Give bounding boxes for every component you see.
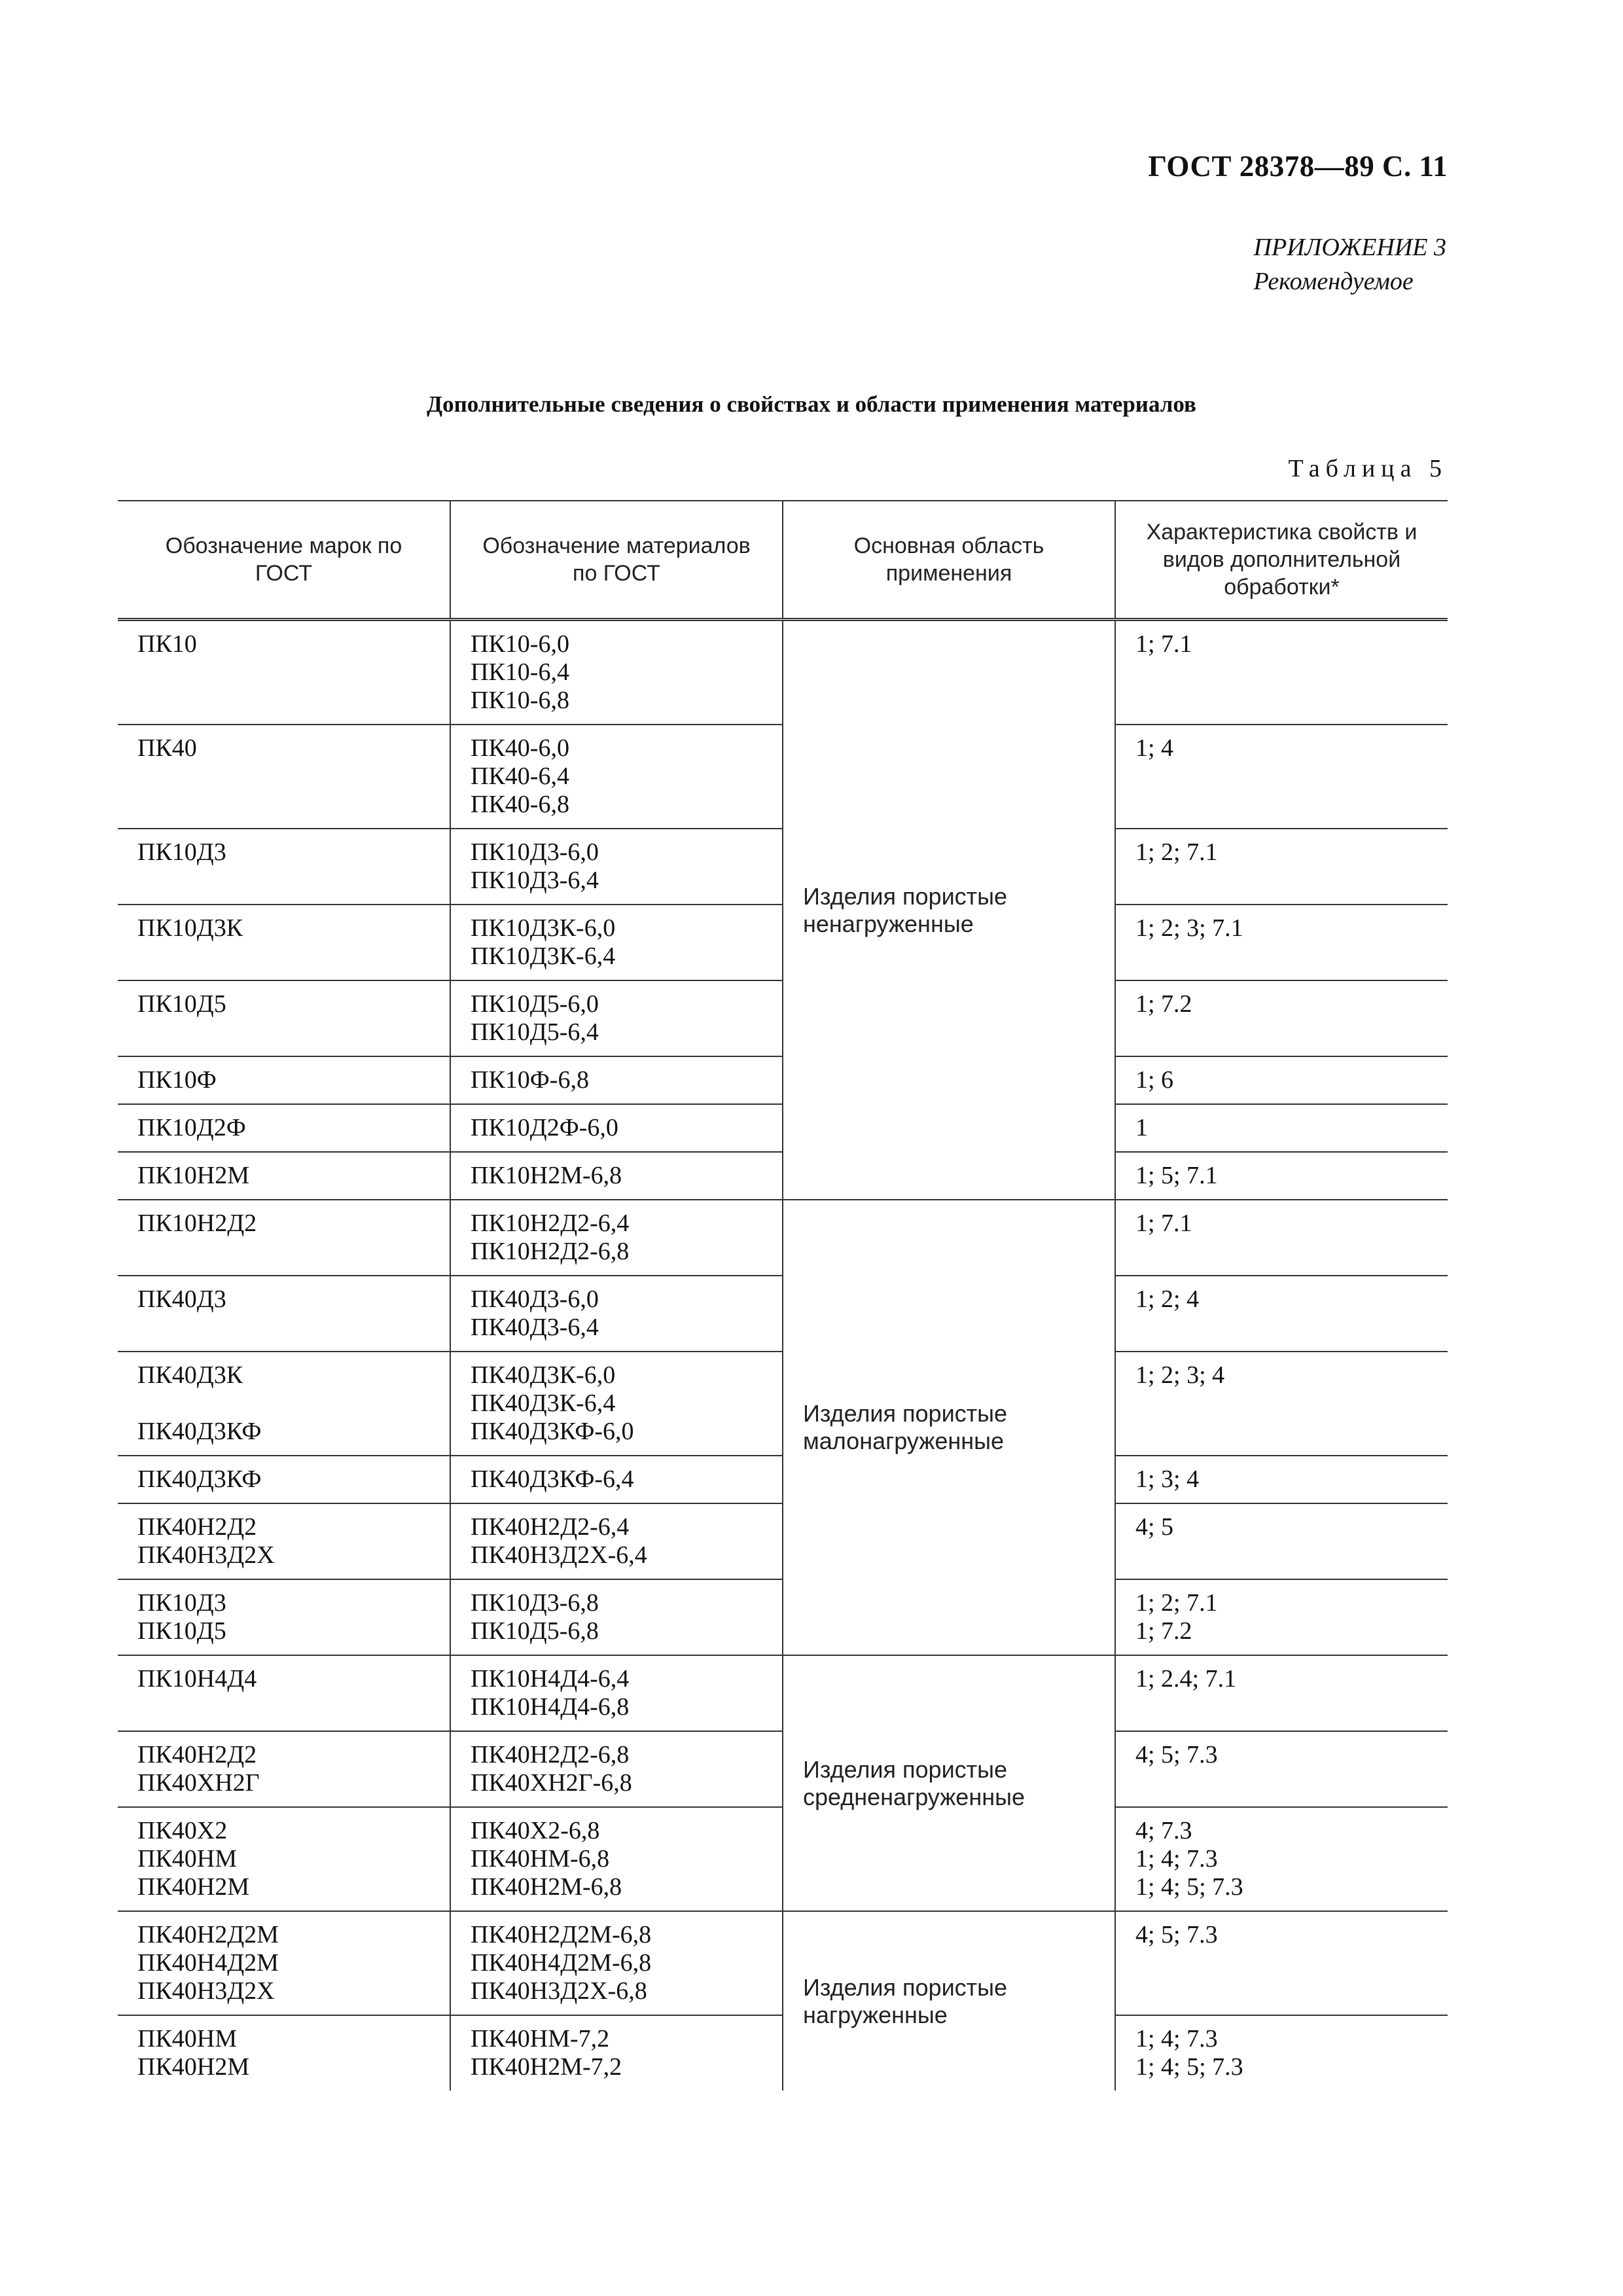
application-cell: Изделия пористые нагруженные bbox=[783, 1911, 1115, 2090]
material-cell: ПК40НМ-7,2 ПК40Н2М-7,2 bbox=[450, 2015, 783, 2090]
material-cell: ПК40-6,0 ПК40-6,4 ПК40-6,8 bbox=[450, 725, 783, 829]
grade-cell: ПК10Д3 ПК10Д5 bbox=[118, 1579, 450, 1655]
column-header-grade: Обозначение марок по ГОСТ bbox=[118, 501, 450, 620]
material-cell: ПК40Д3КФ-6,4 bbox=[450, 1456, 783, 1503]
properties-cell: 1; 2; 4 bbox=[1115, 1276, 1448, 1352]
application-cell: Изделия пористые ненагруженные bbox=[783, 620, 1115, 1200]
properties-cell: 1; 2; 3; 7.1 bbox=[1115, 905, 1448, 980]
application-cell: Изделия пористые средненагруженные bbox=[783, 1655, 1115, 1911]
grade-cell: ПК40НМ ПК40Н2М bbox=[137, 2025, 250, 2081]
materials-table bbox=[118, 500, 1448, 2090]
properties-cell: 4; 5; 7.3 bbox=[1115, 1911, 1448, 2015]
material-cell: ПК10Ф-6,8 bbox=[450, 1056, 783, 1104]
grade-cell: ПК10Н2Д2 bbox=[118, 1200, 450, 1276]
material-cell: ПК10Н4Д4-6,4 ПК10Н4Д4-6,8 bbox=[450, 1655, 783, 1731]
grade-cell: ПК40Н2Д2 ПК40ХН2Г bbox=[118, 1731, 450, 1807]
material-cell: ПК40Н2Д2-6,4 ПК40Н3Д2Х-6,4 bbox=[450, 1503, 783, 1579]
page-header: ГОСТ 28378—89 С. 11 bbox=[1148, 150, 1448, 183]
table-row bbox=[118, 620, 1448, 725]
material-cell: ПК10Д3-6,8 ПК10Д5-6,8 bbox=[450, 1579, 783, 1655]
properties-cell: 4; 7.3 1; 4; 7.3 1; 4; 5; 7.3 bbox=[1115, 1807, 1448, 1911]
column-header-application: Основная область применения bbox=[783, 501, 1115, 620]
properties-cell: 1; 7.2 bbox=[1115, 980, 1448, 1056]
properties-cell: 1 bbox=[1115, 1104, 1448, 1152]
appendix-block bbox=[1254, 230, 1446, 298]
material-cell: ПК10-6,0 ПК10-6,4 ПК10-6,8 bbox=[450, 620, 783, 725]
table-header-row bbox=[118, 501, 1448, 620]
material-cell: ПК10Д2Ф-6,0 bbox=[450, 1104, 783, 1152]
grade-cell: ПК40Н2Д2М ПК40Н4Д2М ПК40Н3Д2Х bbox=[118, 1911, 450, 2015]
appendix-label: ПРИЛОЖЕНИЕ 3 bbox=[1253, 234, 1446, 261]
properties-cell: 1; 5; 7.1 bbox=[1115, 1152, 1448, 1200]
material-cell: ПК40Н2Д2М-6,8 ПК40Н4Д2М-6,8 ПК40Н3Д2Х-6,8 bbox=[450, 1911, 783, 2015]
material-cell: ПК10Н2Д2-6,4 ПК10Н2Д2-6,8 bbox=[450, 1200, 783, 1276]
document-title: Дополнительные сведения о свойствах и области применения материалов bbox=[427, 391, 1196, 417]
grade-cell: ПК10Д2Ф bbox=[118, 1104, 450, 1152]
material-cell: ПК40Н2Д2-6,8 ПК40ХН2Г-6,8 bbox=[450, 1731, 783, 1807]
table-row bbox=[118, 1911, 1448, 2015]
properties-cell: 1; 4 bbox=[1115, 725, 1448, 829]
table-row bbox=[118, 1655, 1448, 1731]
grade-cell: ПК10Н4Д4 bbox=[118, 1655, 450, 1731]
material-cell: ПК10Н2М-6,8 bbox=[450, 1152, 783, 1200]
application-cell: Изделия пористые малонагруженные bbox=[783, 1200, 1115, 1655]
table-label: Таблица 5 bbox=[1288, 455, 1448, 482]
grade-cell: ПК40Х2 ПК40НМ ПК40Н2М bbox=[118, 1807, 450, 1911]
table-row bbox=[118, 1200, 1448, 1276]
grade-cell: ПК40Д3К ПК40Д3КФ bbox=[118, 1352, 450, 1456]
properties-cell: 4; 5 bbox=[1115, 1503, 1448, 1579]
grade-cell: ПК10Д5 bbox=[118, 980, 450, 1056]
material-cell: ПК40Х2-6,8 ПК40НМ-6,8 ПК40Н2М-6,8 bbox=[450, 1807, 783, 1911]
properties-cell: 1; 6 bbox=[1115, 1056, 1448, 1104]
properties-cell: 1; 2; 7.1 bbox=[1115, 829, 1448, 905]
grade-cell: ПК10Ф bbox=[118, 1056, 450, 1104]
material-cell: ПК40Д3-6,0 ПК40Д3-6,4 bbox=[450, 1276, 783, 1352]
column-header-material: Обозначение материалов по ГОСТ bbox=[450, 501, 783, 620]
grade-cell: ПК10 bbox=[118, 620, 450, 725]
properties-cell: 1; 2.4; 7.1 bbox=[1115, 1655, 1448, 1731]
properties-cell: 1; 7.1 bbox=[1115, 1200, 1448, 1276]
table-body bbox=[118, 620, 1448, 2091]
material-cell: ПК10Д3-6,0 ПК10Д3-6,4 bbox=[450, 829, 783, 905]
grade-cell: ПК40Д3КФ bbox=[118, 1456, 450, 1503]
properties-cell: 4; 5; 7.3 bbox=[1115, 1731, 1448, 1807]
grade-cell: ПК10Н2М bbox=[118, 1152, 450, 1200]
properties-cell: 1; 7.1 bbox=[1115, 620, 1448, 725]
properties-cell: 1; 2; 7.1 1; 7.2 bbox=[1115, 1579, 1448, 1655]
grade-cell: ПК10Д3К bbox=[118, 905, 450, 980]
material-cell: ПК10Д5-6,0 ПК10Д5-6,4 bbox=[450, 980, 783, 1056]
grade-cell: ПК40Д3 bbox=[118, 1276, 450, 1352]
properties-cell: 1; 2; 3; 4 bbox=[1115, 1352, 1448, 1456]
material-cell: ПК40Д3К-6,0 ПК40Д3К-6,4 ПК40Д3КФ-6,0 bbox=[450, 1352, 783, 1456]
grade-cell: ПК40Н2Д2 ПК40Н3Д2Х bbox=[118, 1503, 450, 1579]
properties-cell: 1; 4; 7.3 1; 4; 5; 7.3 bbox=[1115, 2015, 1448, 2090]
appendix-status: Рекомендуемое bbox=[1253, 268, 1414, 295]
properties-cell: 1; 3; 4 bbox=[1115, 1456, 1448, 1503]
grade-cell: ПК10Д3 bbox=[118, 829, 450, 905]
column-header-properties: Характеристика свойств и видов дополнительной обработки* bbox=[1115, 501, 1448, 620]
grade-cell: ПК40 bbox=[118, 725, 450, 829]
material-cell: ПК10Д3К-6,0 ПК10Д3К-6,4 bbox=[450, 905, 783, 980]
